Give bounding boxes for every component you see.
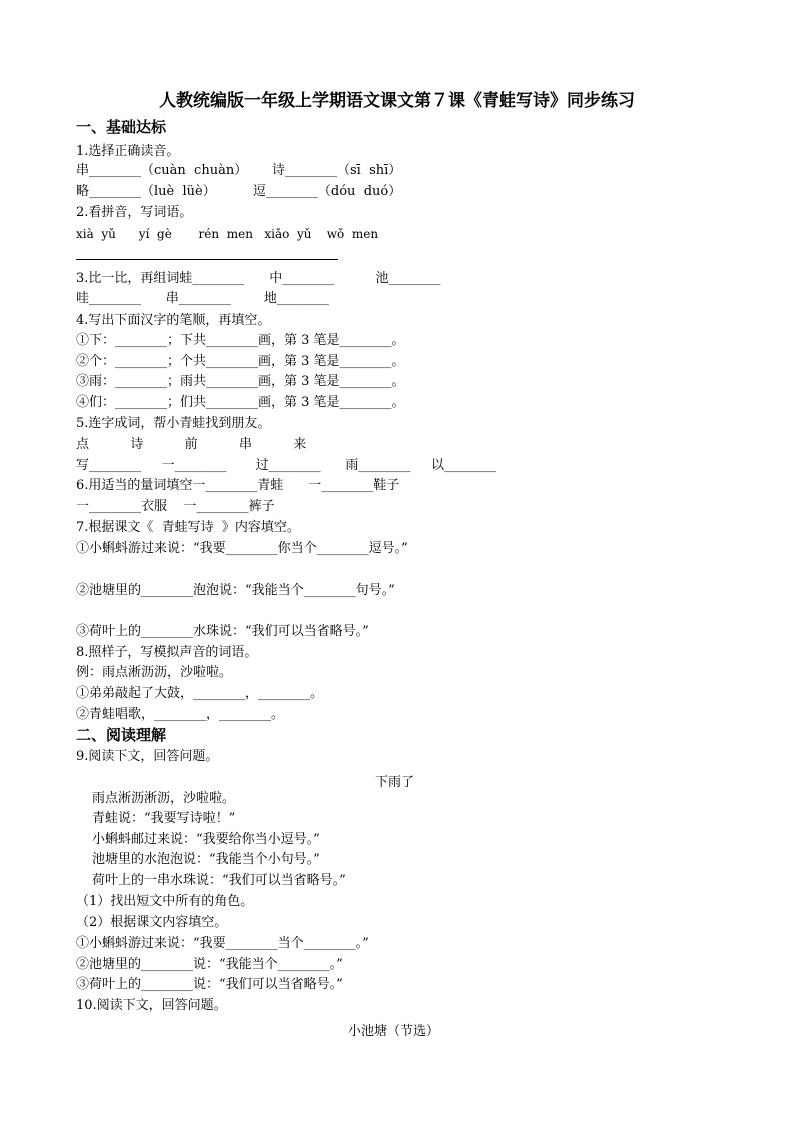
- passage-line: 青蛙说：“我要写诗啦！”: [92, 811, 236, 826]
- passage-title: 下雨了: [375, 775, 415, 790]
- question-2-pinyin: xià yǔ yí gè rén men xiǎo yǔ wǒ men: [76, 227, 379, 241]
- question-9-fill: ②池塘里的________说：“我能当个________。”: [76, 957, 343, 972]
- question-5-answers: 写________ 一________ 过________ 雨________ 以________: [76, 458, 497, 473]
- question-8-example: 例：雨点淅沥沥，沙啦啦。: [76, 665, 233, 680]
- page-title: 人教统编版一年级上学期语文课文第７课《青蛙写诗》同步练习: [159, 91, 635, 111]
- question-6-row-2: 一________衣服 一________裤子: [76, 499, 275, 514]
- question-4-item: ①下：________；下共________画，第 3 笔是________。: [76, 333, 405, 348]
- question-1-row-2: 略________（luè lüè） 逗________（dóu duó）: [76, 184, 402, 199]
- question-7-item: ②池塘里的________泡泡说：“我能当个________句号。”: [76, 583, 395, 598]
- question-5-prompt: 5.连字成词，帮小青蛙找到朋友。: [76, 416, 271, 431]
- question-9-sub-2: （2）根据课文内容填空。: [76, 915, 228, 930]
- passage-line: 池塘里的水泡泡说：“我能当个小句号。”: [92, 852, 320, 867]
- question-9-fill: ③荷叶上的________说：“我们可以当省略号。”: [76, 977, 343, 992]
- passage-line: 荷叶上的一串水珠说：“我们可以当省略号。”: [92, 873, 346, 888]
- question-4-item: ②个：________；个共________画，第 3 笔是________。: [76, 354, 405, 369]
- question-8-item: ②青蛙唱歌，________，________。: [76, 707, 285, 722]
- section-heading-reading: 二、阅读理解: [76, 726, 167, 744]
- passage-title-2: 小池塘（节选）: [348, 1024, 440, 1039]
- passage-line: 小蝌蚪邮过来说：“我要给你当小逗号。”: [92, 832, 320, 847]
- question-6-row-1: 6.用适当的量词填空一________青蛙 一________鞋子: [76, 478, 400, 493]
- question-1-row-1: 串________（cuàn chuàn） 诗________（sī shī）: [76, 163, 402, 178]
- passage-line: 雨点淅沥淅沥，沙啦啦。: [92, 791, 236, 806]
- question-3-row-1: 3.比一比，再组词蛙________ 中________ 池________: [76, 271, 441, 286]
- question-8-prompt: 8.照样子，写模拟声音的词语。: [76, 645, 258, 660]
- question-9-sub-1: （1）找出短文中所有的角色。: [76, 894, 254, 909]
- question-5-characters: 点 诗 前 串 来: [76, 437, 307, 452]
- section-heading-basic: 一、基础达标: [76, 118, 167, 136]
- question-4-item: ④们：________；们共________画，第 3 笔是________。: [76, 395, 405, 410]
- question-1-prompt: 1.选择正确读音。: [76, 144, 180, 159]
- question-8-item: ①弟弟敲起了大鼓，________，________。: [76, 686, 324, 701]
- question-7-prompt: 7.根据课文《 青蛙写诗 》内容填空。: [76, 520, 300, 535]
- question-9-prompt: 9.阅读下文，回答问题。: [76, 749, 219, 764]
- question-9-fill: ①小蝌蚪游过来说：“我要________当个________。”: [76, 936, 369, 951]
- question-7-item: ③荷叶上的________水珠说：“我们可以当省略号。”: [76, 624, 369, 639]
- question-2-answer-lines[interactable]: [76, 259, 338, 260]
- question-7-item: ①小蝌蚪游过来说：“我要________你当个________逗号。”: [76, 541, 408, 556]
- question-2-prompt: 2.看拼音，写词语。: [76, 205, 193, 220]
- question-4-prompt: 4.写出下面汉字的笔顺，再填空。: [76, 313, 271, 328]
- question-4-item: ③雨：________；雨共________画，第 3 笔是________。: [76, 374, 405, 389]
- question-10-prompt: 10.阅读下文，回答问题。: [76, 998, 227, 1013]
- question-3-row-2: 哇________ 串________ 地________: [76, 291, 329, 306]
